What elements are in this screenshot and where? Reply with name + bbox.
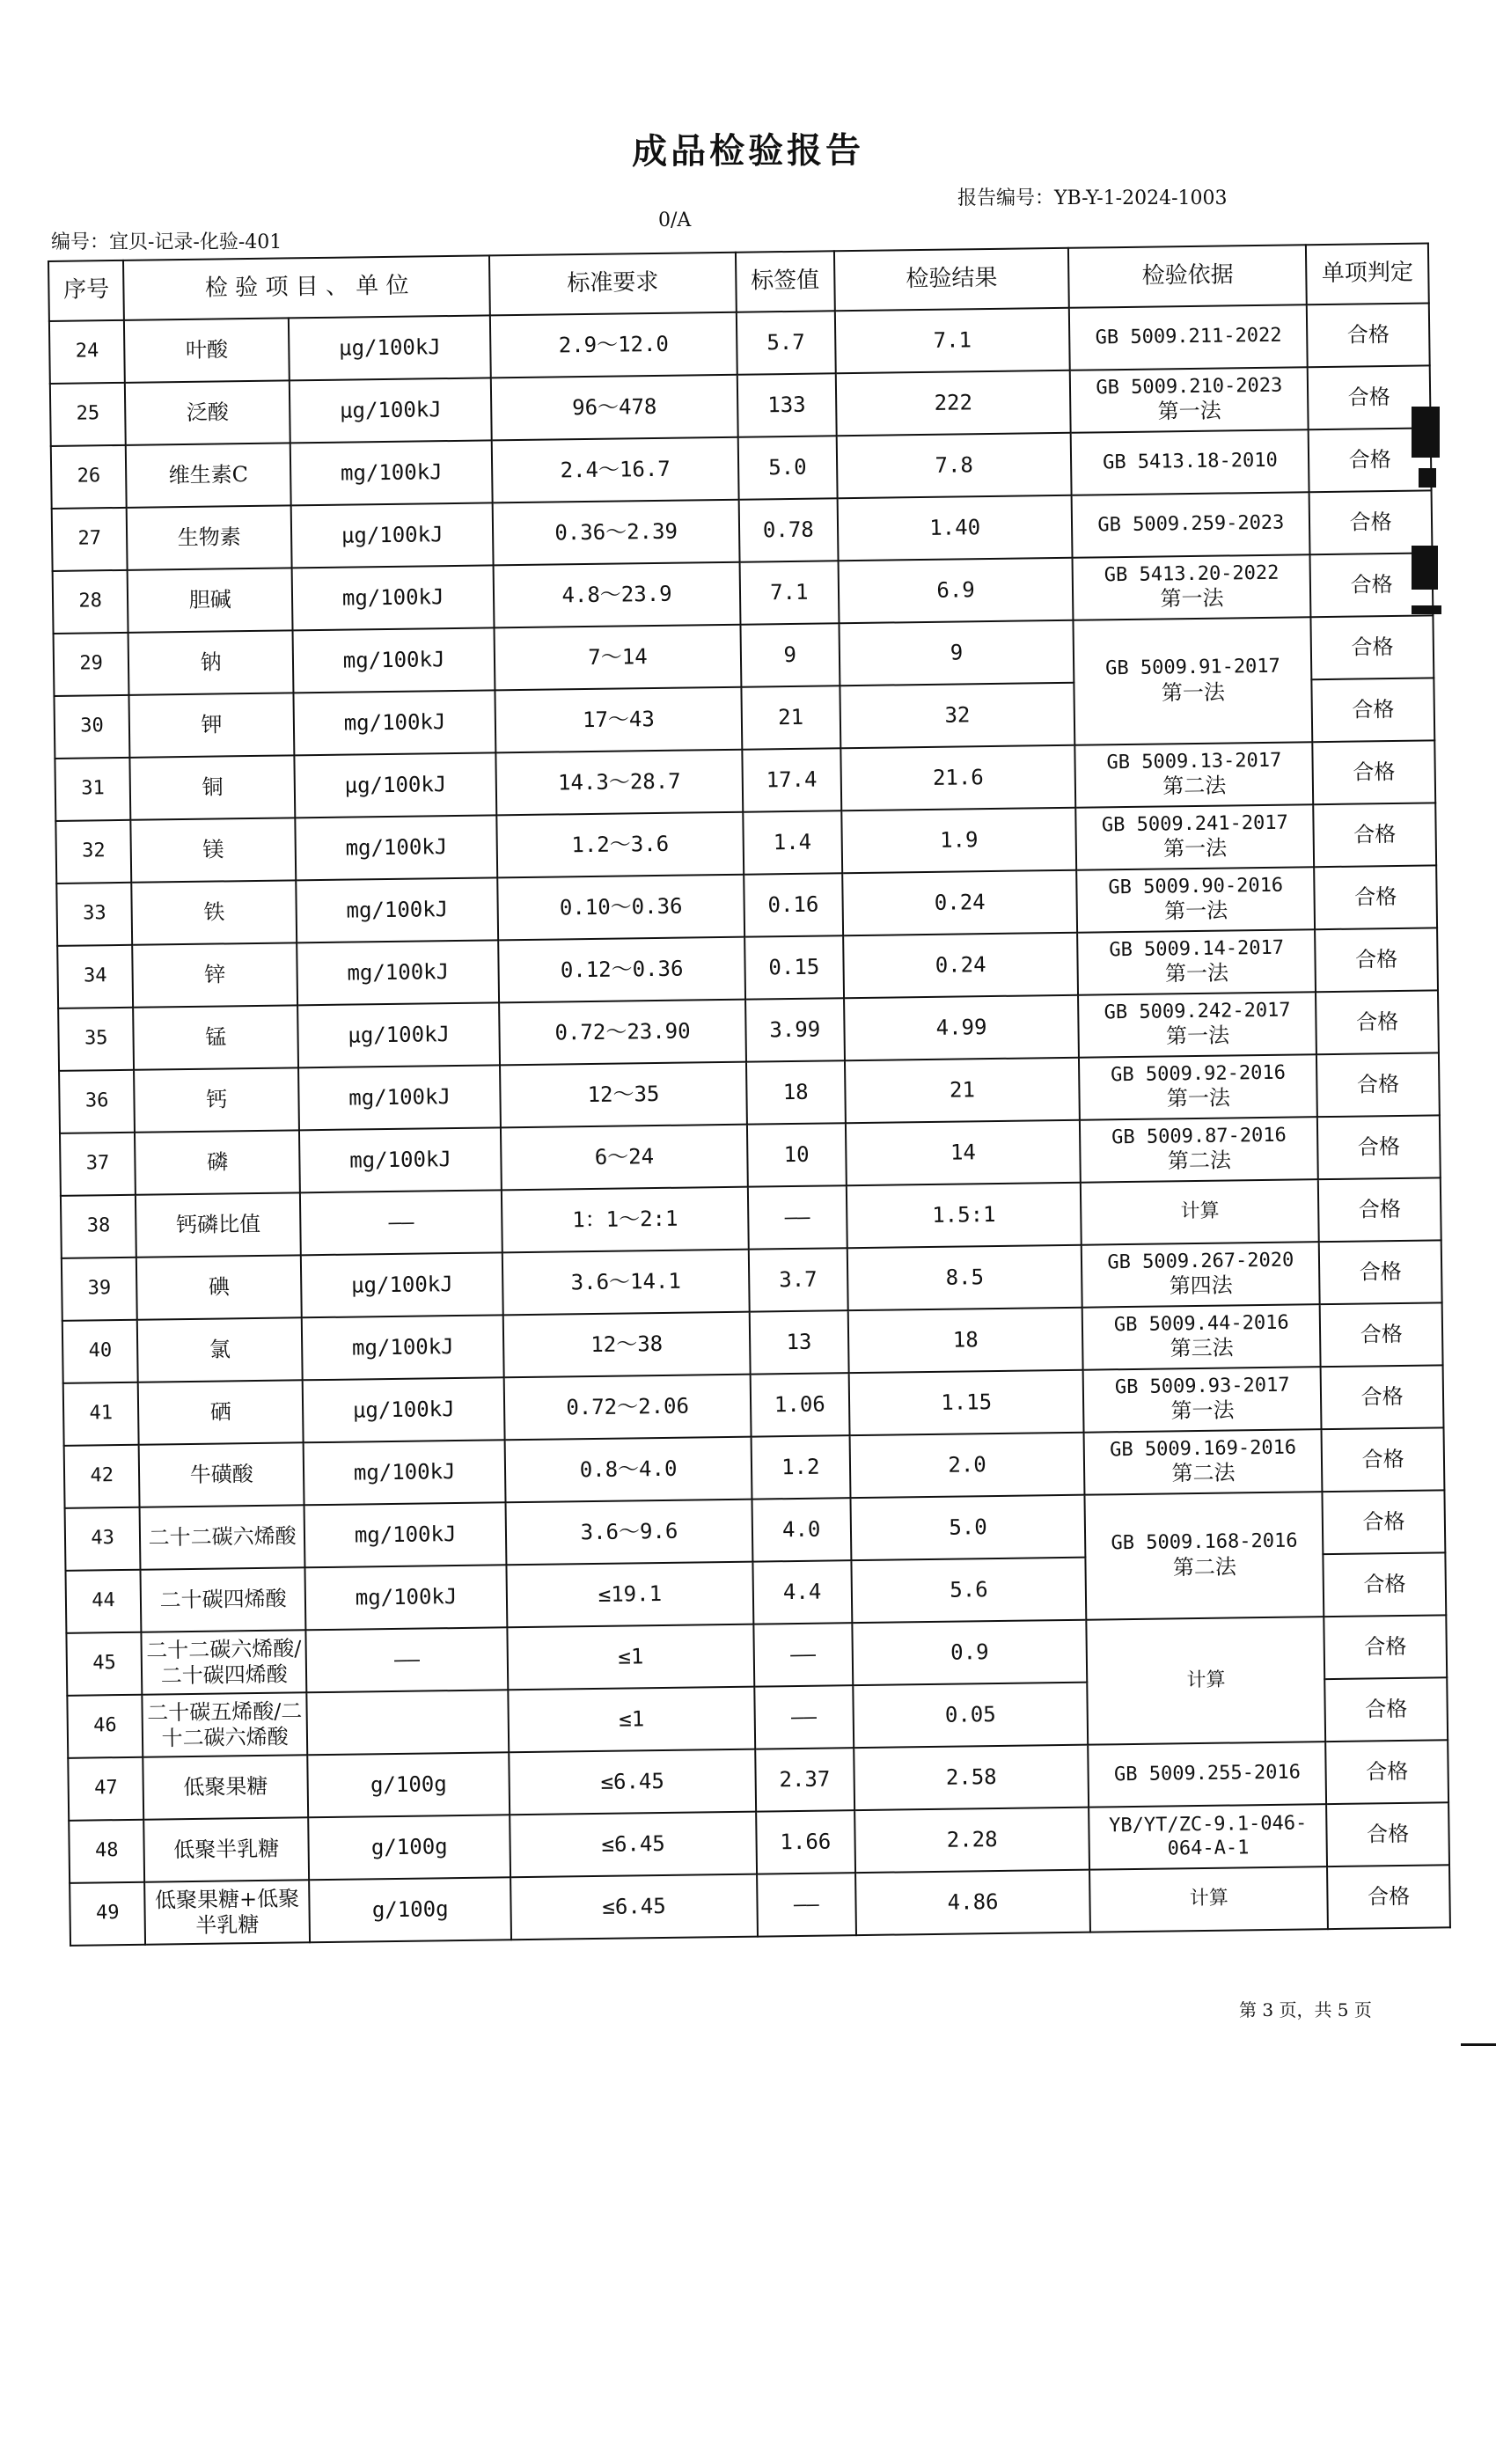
label-value: 1.4 — [743, 810, 842, 874]
item-name: 二十二碳六烯酸/二十碳四烯酸 — [142, 1630, 307, 1694]
item-name: 钾 — [129, 693, 295, 757]
standard-requirement: 4.8～23.9 — [494, 562, 740, 628]
header-verdict: 单项判定 — [1306, 243, 1429, 304]
test-result: 5.0 — [850, 1495, 1086, 1560]
test-result: 14 — [846, 1120, 1082, 1185]
standard-requirement: 0.36～2.39 — [493, 500, 739, 566]
label-value: 7.1 — [739, 561, 839, 624]
item-unit: μg/100kJ — [303, 1377, 505, 1442]
item-unit: μg/100kJ — [301, 1252, 503, 1317]
label-value: 13 — [749, 1310, 848, 1374]
record-number: 编号：宜贝-记录-化验-401 — [51, 231, 282, 253]
inspection-basis — [1084, 1429, 1323, 1495]
standard-requirement: 6～24 — [501, 1125, 747, 1191]
basis-standard: 计算 — [1189, 1887, 1229, 1910]
single-verdict: 合格 — [1318, 1177, 1441, 1242]
inspection-basis — [1077, 867, 1316, 933]
label-value: 3.7 — [749, 1248, 848, 1311]
item-unit: mg/100kJ — [293, 690, 495, 755]
single-verdict: 合格 — [1313, 740, 1436, 804]
table-body — [49, 303, 1450, 1945]
single-verdict: 合格 — [1309, 490, 1433, 554]
label-value: —— — [757, 1873, 856, 1936]
basis-standard: YB/YT/ZC-9.1-046-064-A-1 — [1108, 1812, 1308, 1859]
label-value: 5.7 — [737, 311, 836, 374]
row-index: 45 — [66, 1632, 142, 1696]
label-value: 1.2 — [751, 1435, 850, 1499]
item-name: 叶酸 — [124, 318, 290, 382]
header-index: 序号 — [48, 260, 124, 321]
item-unit: mg/100kJ — [304, 1440, 506, 1505]
basis-standard: GB 5009.259-2023 — [1097, 511, 1285, 537]
standard-requirement: 0.72～23.90 — [499, 1000, 745, 1066]
single-verdict: 合格 — [1314, 865, 1437, 929]
basis-standard: GB 5009.92-2016 — [1111, 1061, 1287, 1087]
seal-mark — [1412, 546, 1438, 590]
row-index: 49 — [70, 1882, 145, 1946]
item-unit: mg/100kJ — [295, 815, 497, 880]
standard-requirement: 7～14 — [495, 625, 741, 691]
row-index: 43 — [65, 1507, 141, 1571]
basis-method: 第一法 — [1163, 835, 1228, 862]
inspection-basis — [1074, 617, 1313, 745]
basis-method: 第一法 — [1163, 898, 1228, 924]
inspection-basis — [1081, 1179, 1319, 1245]
basis-method: 第二法 — [1162, 773, 1227, 799]
seal-mark — [1412, 605, 1441, 614]
single-verdict: 合格 — [1326, 1802, 1449, 1866]
standard-requirement: ≤1 — [509, 1687, 755, 1753]
seal-mark — [1412, 407, 1440, 458]
row-index: 28 — [53, 570, 128, 634]
basis-standard: GB 5009.211-2022 — [1095, 324, 1282, 349]
item-name: 二十二碳六烯酸 — [140, 1505, 305, 1569]
item-name: 胆碱 — [128, 568, 293, 632]
row-index: 30 — [54, 695, 129, 759]
single-verdict: 合格 — [1325, 1740, 1448, 1804]
test-result: 18 — [847, 1308, 1083, 1373]
item-unit: μg/100kJ — [290, 378, 492, 443]
row-index: 48 — [69, 1820, 144, 1883]
basis-standard: GB 5009.13-2017 — [1106, 749, 1282, 774]
test-result: 0.05 — [853, 1683, 1089, 1748]
seal-mark — [1419, 468, 1436, 488]
standard-requirement: 1.2～3.6 — [497, 812, 744, 878]
row-index: 36 — [59, 1070, 135, 1133]
test-result: 21.6 — [840, 745, 1076, 810]
test-result: 222 — [836, 370, 1072, 436]
row-index: 38 — [61, 1195, 136, 1258]
single-verdict: 合格 — [1308, 365, 1431, 429]
version-label: 0/A — [658, 209, 692, 231]
item-name: 二十碳四烯酸 — [141, 1567, 306, 1632]
item-name: 锌 — [133, 942, 298, 1007]
single-verdict: 合格 — [1324, 1615, 1448, 1679]
basis-method: 第一法 — [1165, 1023, 1230, 1049]
label-value: 133 — [737, 373, 837, 436]
inspection-basis — [1087, 1617, 1326, 1745]
test-result: 7.8 — [836, 433, 1072, 498]
basis-standard: GB 5009.14-2017 — [1109, 936, 1285, 962]
label-value: 21 — [741, 686, 840, 749]
inspection-basis — [1078, 929, 1316, 995]
inspection-basis — [1080, 1117, 1318, 1183]
standard-requirement: 17～43 — [495, 687, 742, 753]
item-unit: μg/100kJ — [297, 1002, 500, 1067]
basis-standard: GB 5009.93-2017 — [1114, 1374, 1290, 1399]
item-name: 低聚果糖+低聚半乳糖 — [144, 1880, 310, 1944]
single-verdict: 合格 — [1321, 1365, 1444, 1429]
item-unit: g/100g — [308, 1815, 510, 1880]
standard-requirement: 0.72～2.06 — [504, 1375, 751, 1441]
basis-standard: GB 5009.90-2016 — [1108, 874, 1284, 899]
label-value: 0.16 — [744, 873, 843, 936]
single-verdict: 合格 — [1325, 1677, 1448, 1742]
inspection-basis — [1082, 1242, 1320, 1308]
basis-standard: GB 5009.91-2017 — [1105, 656, 1281, 680]
row-index: 25 — [50, 383, 126, 446]
item-unit: mg/100kJ — [297, 940, 499, 1005]
single-verdict: 合格 — [1315, 928, 1438, 992]
standard-requirement: 0.8～4.0 — [505, 1437, 752, 1503]
label-value: 18 — [746, 1060, 846, 1124]
item-name: 碘 — [136, 1255, 302, 1319]
basis-method: 第四法 — [1169, 1272, 1233, 1299]
test-result: 6.9 — [838, 558, 1074, 623]
inspection-basis — [1089, 1742, 1327, 1808]
item-name: 泛酸 — [125, 380, 290, 444]
header-basis: 检验依据 — [1068, 245, 1307, 308]
item-name: 二十碳五烯酸/二十二碳六烯酸 — [143, 1692, 308, 1756]
standard-requirement: 1：1～2:1 — [502, 1187, 748, 1253]
standard-requirement: ≤6.45 — [510, 1874, 757, 1940]
header-standard: 标准要求 — [489, 253, 736, 316]
single-verdict: 合格 — [1307, 303, 1430, 367]
standard-requirement: 3.6～9.6 — [506, 1500, 752, 1566]
single-verdict: 合格 — [1320, 1302, 1443, 1367]
single-verdict: 合格 — [1316, 1052, 1440, 1117]
single-verdict: 合格 — [1319, 1240, 1442, 1304]
basis-standard: GB 5009.267-2020 — [1107, 1249, 1294, 1274]
basis-standard: GB 5009.210-2023 — [1096, 374, 1283, 400]
basis-standard: GB 5009.241-2017 — [1101, 811, 1288, 837]
inspection-table — [48, 242, 1451, 1946]
basis-method: 第一法 — [1161, 679, 1226, 706]
inspection-basis — [1089, 1804, 1328, 1870]
basis-method: 第一法 — [1166, 1085, 1231, 1111]
page-title: 成品检验报告 — [631, 129, 865, 172]
label-value: —— — [754, 1685, 854, 1749]
single-verdict: 合格 — [1324, 1552, 1447, 1617]
inspection-basis — [1085, 1492, 1324, 1620]
row-index: 24 — [49, 320, 125, 384]
item-unit: —— — [300, 1190, 502, 1255]
item-name: 低聚半乳糖 — [144, 1817, 310, 1881]
test-result: 2.58 — [854, 1745, 1089, 1810]
basis-method: 第二法 — [1171, 1460, 1236, 1486]
item-unit: mg/100kJ — [293, 627, 495, 693]
label-value: 4.4 — [752, 1560, 852, 1624]
item-name: 钙磷比值 — [136, 1192, 301, 1257]
test-result: 0.24 — [842, 870, 1078, 935]
item-name: 钙 — [134, 1067, 299, 1132]
single-verdict: 合格 — [1317, 1115, 1441, 1179]
basis-method: 第二法 — [1167, 1148, 1232, 1174]
item-unit: mg/100kJ — [290, 440, 493, 505]
row-index: 41 — [63, 1382, 139, 1446]
row-index: 35 — [58, 1008, 134, 1071]
inspection-basis — [1082, 1304, 1321, 1370]
label-value: 9 — [740, 623, 840, 686]
standard-requirement: 0.12～0.36 — [498, 937, 744, 1003]
standard-requirement: ≤6.45 — [510, 1749, 756, 1815]
basis-standard: 计算 — [1186, 1668, 1226, 1691]
row-index: 47 — [68, 1757, 143, 1821]
single-verdict: 合格 — [1323, 1490, 1446, 1554]
label-value: 4.0 — [752, 1498, 851, 1561]
row-index: 39 — [62, 1258, 137, 1321]
label-value: 10 — [747, 1123, 847, 1186]
inspection-basis — [1089, 1866, 1328, 1932]
inspection-basis — [1073, 554, 1311, 620]
row-index: 31 — [55, 758, 130, 821]
standard-requirement: 3.6～14.1 — [502, 1250, 749, 1316]
label-value: 2.37 — [755, 1748, 854, 1811]
item-name: 磷 — [135, 1130, 300, 1194]
row-index: 26 — [51, 445, 127, 509]
row-index: 42 — [64, 1445, 140, 1508]
item-name: 铜 — [130, 755, 296, 819]
single-verdict: 合格 — [1327, 1865, 1450, 1929]
single-verdict: 合格 — [1313, 803, 1436, 867]
inspection-basis — [1070, 367, 1309, 433]
test-result: 8.5 — [847, 1245, 1083, 1310]
basis-standard: GB 5009.255-2016 — [1113, 1761, 1302, 1786]
row-index: 32 — [55, 820, 131, 884]
single-verdict: 合格 — [1322, 1427, 1445, 1492]
label-value: 1.06 — [750, 1373, 849, 1436]
item-unit: mg/100kJ — [292, 565, 495, 630]
item-unit: μg/100kJ — [289, 315, 491, 380]
test-result: 4.86 — [855, 1870, 1091, 1935]
row-index: 33 — [56, 883, 132, 946]
inspection-basis — [1071, 429, 1309, 495]
row-index: 40 — [62, 1320, 138, 1383]
basis-standard: GB 5009.44-2016 — [1113, 1311, 1289, 1337]
inspection-basis — [1075, 742, 1314, 808]
item-unit: mg/100kJ — [302, 1315, 504, 1380]
label-value: 1.66 — [756, 1810, 855, 1874]
item-name: 维生素C — [126, 443, 291, 507]
test-result: 21 — [845, 1058, 1081, 1123]
edge-mark — [1461, 2043, 1496, 2046]
row-index: 27 — [52, 508, 128, 571]
inspection-basis — [1078, 992, 1316, 1058]
standard-requirement: 14.3～28.7 — [496, 750, 743, 816]
basis-standard: GB 5413.18-2010 — [1102, 450, 1278, 474]
standard-requirement: 2.9～12.0 — [490, 312, 737, 378]
item-name: 镁 — [131, 818, 297, 882]
row-index: 37 — [60, 1133, 136, 1196]
test-result: 7.1 — [835, 308, 1071, 373]
item-unit: μg/100kJ — [291, 502, 494, 568]
basis-standard: GB 5009.168-2016 — [1111, 1529, 1298, 1555]
test-result: 0.9 — [852, 1620, 1088, 1685]
item-unit: mg/100kJ — [296, 877, 498, 942]
basis-standard: GB 5009.169-2016 — [1110, 1436, 1297, 1462]
item-name: 铁 — [132, 880, 297, 944]
basis-method: 第一法 — [1160, 585, 1224, 612]
test-result: 0.24 — [843, 933, 1079, 998]
test-result: 9 — [839, 620, 1074, 686]
basis-method: 第一法 — [1170, 1397, 1235, 1424]
label-value: 17.4 — [742, 748, 841, 811]
label-value: —— — [753, 1623, 853, 1686]
row-index: 34 — [57, 945, 133, 1008]
item-unit: g/100g — [307, 1752, 510, 1817]
item-unit: μg/100kJ — [294, 752, 496, 818]
header-item-unit: 检 验 项 目 、 单 位 — [123, 255, 490, 319]
row-index: 46 — [67, 1695, 143, 1758]
single-verdict: 合格 — [1310, 553, 1434, 617]
test-result: 2.0 — [849, 1433, 1085, 1498]
standard-requirement: 96～478 — [491, 375, 737, 441]
test-result: 1.9 — [841, 808, 1077, 873]
row-index: 29 — [54, 633, 129, 696]
inspection-table-wrapper — [48, 242, 1451, 1946]
page-footer: 第 3 页，共 5 页 — [1239, 1999, 1372, 2020]
item-unit: g/100g — [309, 1877, 511, 1942]
basis-standard: GB 5009.87-2016 — [1111, 1124, 1287, 1149]
test-result: 2.28 — [854, 1808, 1090, 1873]
item-unit: mg/100kJ — [298, 1065, 501, 1130]
basis-method: 第三法 — [1170, 1335, 1234, 1361]
inspection-basis — [1072, 492, 1310, 558]
item-unit: —— — [305, 1627, 508, 1692]
single-verdict: 合格 — [1316, 990, 1439, 1054]
inspection-basis — [1076, 804, 1315, 870]
item-unit: mg/100kJ — [304, 1565, 507, 1630]
inspection-basis — [1069, 304, 1308, 370]
label-value: 3.99 — [745, 998, 845, 1061]
test-result: 1.15 — [848, 1370, 1084, 1435]
basis-method: 第一法 — [1164, 960, 1229, 986]
label-value: 5.0 — [737, 436, 837, 499]
label-value: 0.78 — [738, 498, 838, 561]
test-result: 1.40 — [837, 495, 1073, 561]
test-result: 4.99 — [844, 995, 1080, 1060]
item-unit — [306, 1690, 509, 1755]
item-name: 氯 — [137, 1317, 303, 1382]
test-result: 1.5:1 — [847, 1183, 1082, 1248]
item-name: 钠 — [128, 630, 294, 694]
inspection-basis — [1079, 1054, 1317, 1120]
item-unit: mg/100kJ — [299, 1127, 502, 1192]
single-verdict: 合格 — [1312, 678, 1435, 742]
standard-requirement: 0.10～0.36 — [498, 875, 744, 941]
test-result: 32 — [840, 683, 1075, 748]
item-name: 牛磺酸 — [139, 1442, 304, 1507]
basis-method: 第二法 — [1172, 1554, 1237, 1580]
label-value: 0.15 — [744, 935, 844, 999]
row-index: 44 — [65, 1570, 141, 1633]
test-result: 5.6 — [851, 1558, 1087, 1623]
header-label-value: 标签值 — [736, 251, 835, 312]
standard-requirement: ≤1 — [508, 1624, 754, 1690]
single-verdict: 合格 — [1311, 615, 1434, 679]
standard-requirement: ≤6.45 — [510, 1812, 756, 1878]
basis-standard: GB 5009.242-2017 — [1104, 999, 1291, 1024]
basis-standard: 计算 — [1180, 1199, 1220, 1223]
basis-standard: GB 5413.20-2022 — [1104, 561, 1280, 587]
single-verdict: 合格 — [1309, 428, 1432, 492]
item-name: 低聚果糖 — [143, 1755, 309, 1819]
standard-requirement: 12～35 — [500, 1062, 746, 1128]
item-unit: mg/100kJ — [304, 1502, 507, 1567]
standard-requirement: 12～38 — [503, 1312, 750, 1378]
basis-method: 第一法 — [1157, 398, 1221, 424]
item-name: 锰 — [133, 1005, 298, 1069]
item-name: 生物素 — [127, 505, 292, 569]
inspection-basis — [1083, 1367, 1322, 1433]
item-name: 硒 — [138, 1380, 304, 1444]
label-value: —— — [748, 1185, 847, 1249]
standard-requirement: ≤19.1 — [507, 1562, 753, 1628]
header-result: 检验结果 — [834, 248, 1070, 311]
standard-requirement: 2.4～16.7 — [492, 437, 738, 503]
report-number: 报告编号：YB-Y-1-2024-1003 — [957, 187, 1228, 209]
